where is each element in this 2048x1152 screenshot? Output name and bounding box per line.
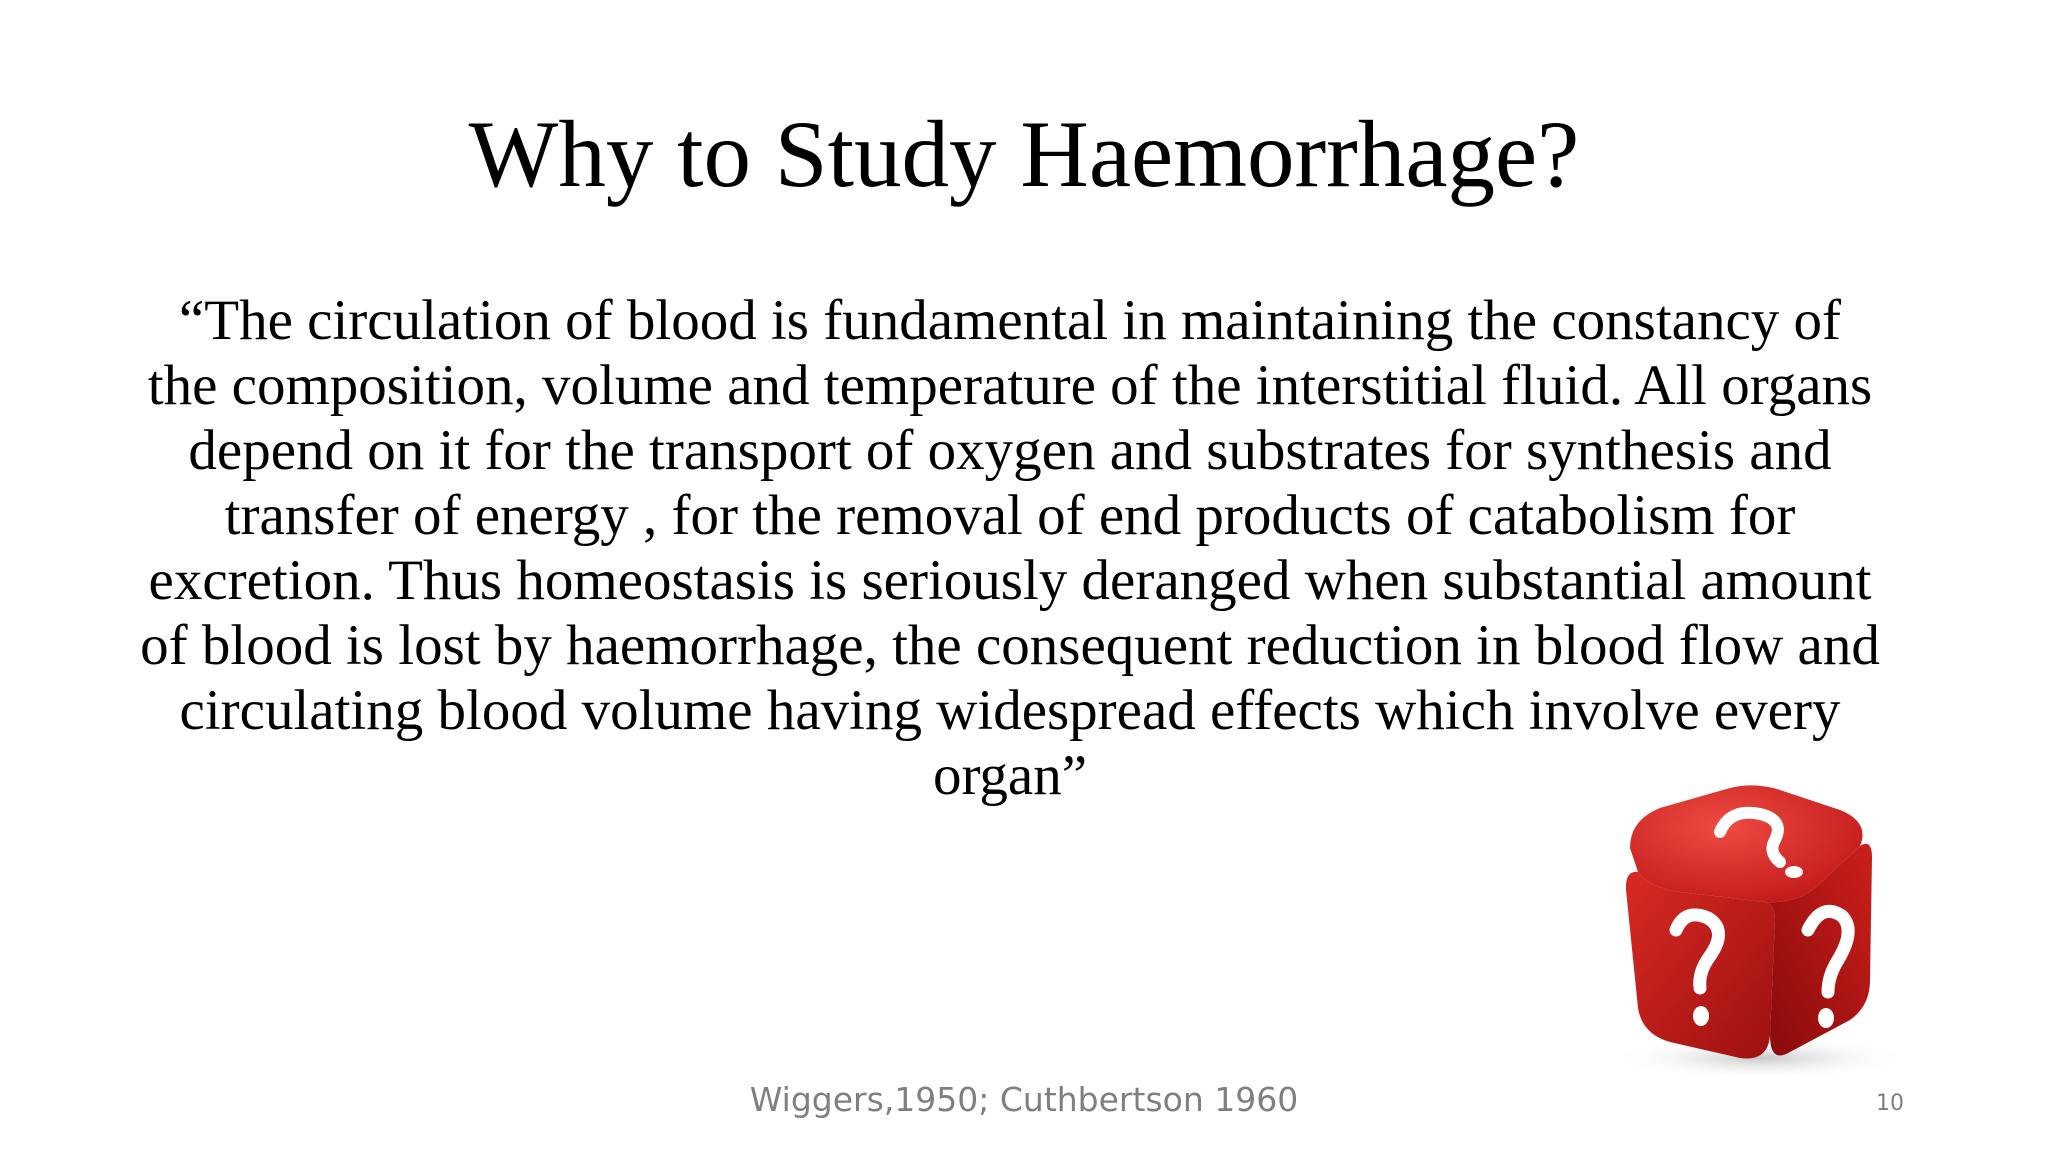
citation-footer: Wiggers,1950; Cuthbertson 1960 xyxy=(749,1080,1299,1119)
slide-number: 10 xyxy=(1876,1091,1904,1116)
question-dice-image xyxy=(1570,780,1930,1080)
quote-text: “The circulation of blood is fundamental in maintaining the constancy of the composition, volume and temperature of the interstitial fluid. All organs depend on it for the transport of oxygen and substrates for synthesis and transfer of energy , for the removal of end products of catabolism for excretion. Thus homeostasis is seriously deranged when substantial amount of blood is lost by haemorrhage, the consequent reduction in blood flow and circulating blood volume having widespread effects which involve every organ” xyxy=(140,289,1880,807)
slide-title: Why to Study Haemorrhage? xyxy=(468,101,1580,207)
